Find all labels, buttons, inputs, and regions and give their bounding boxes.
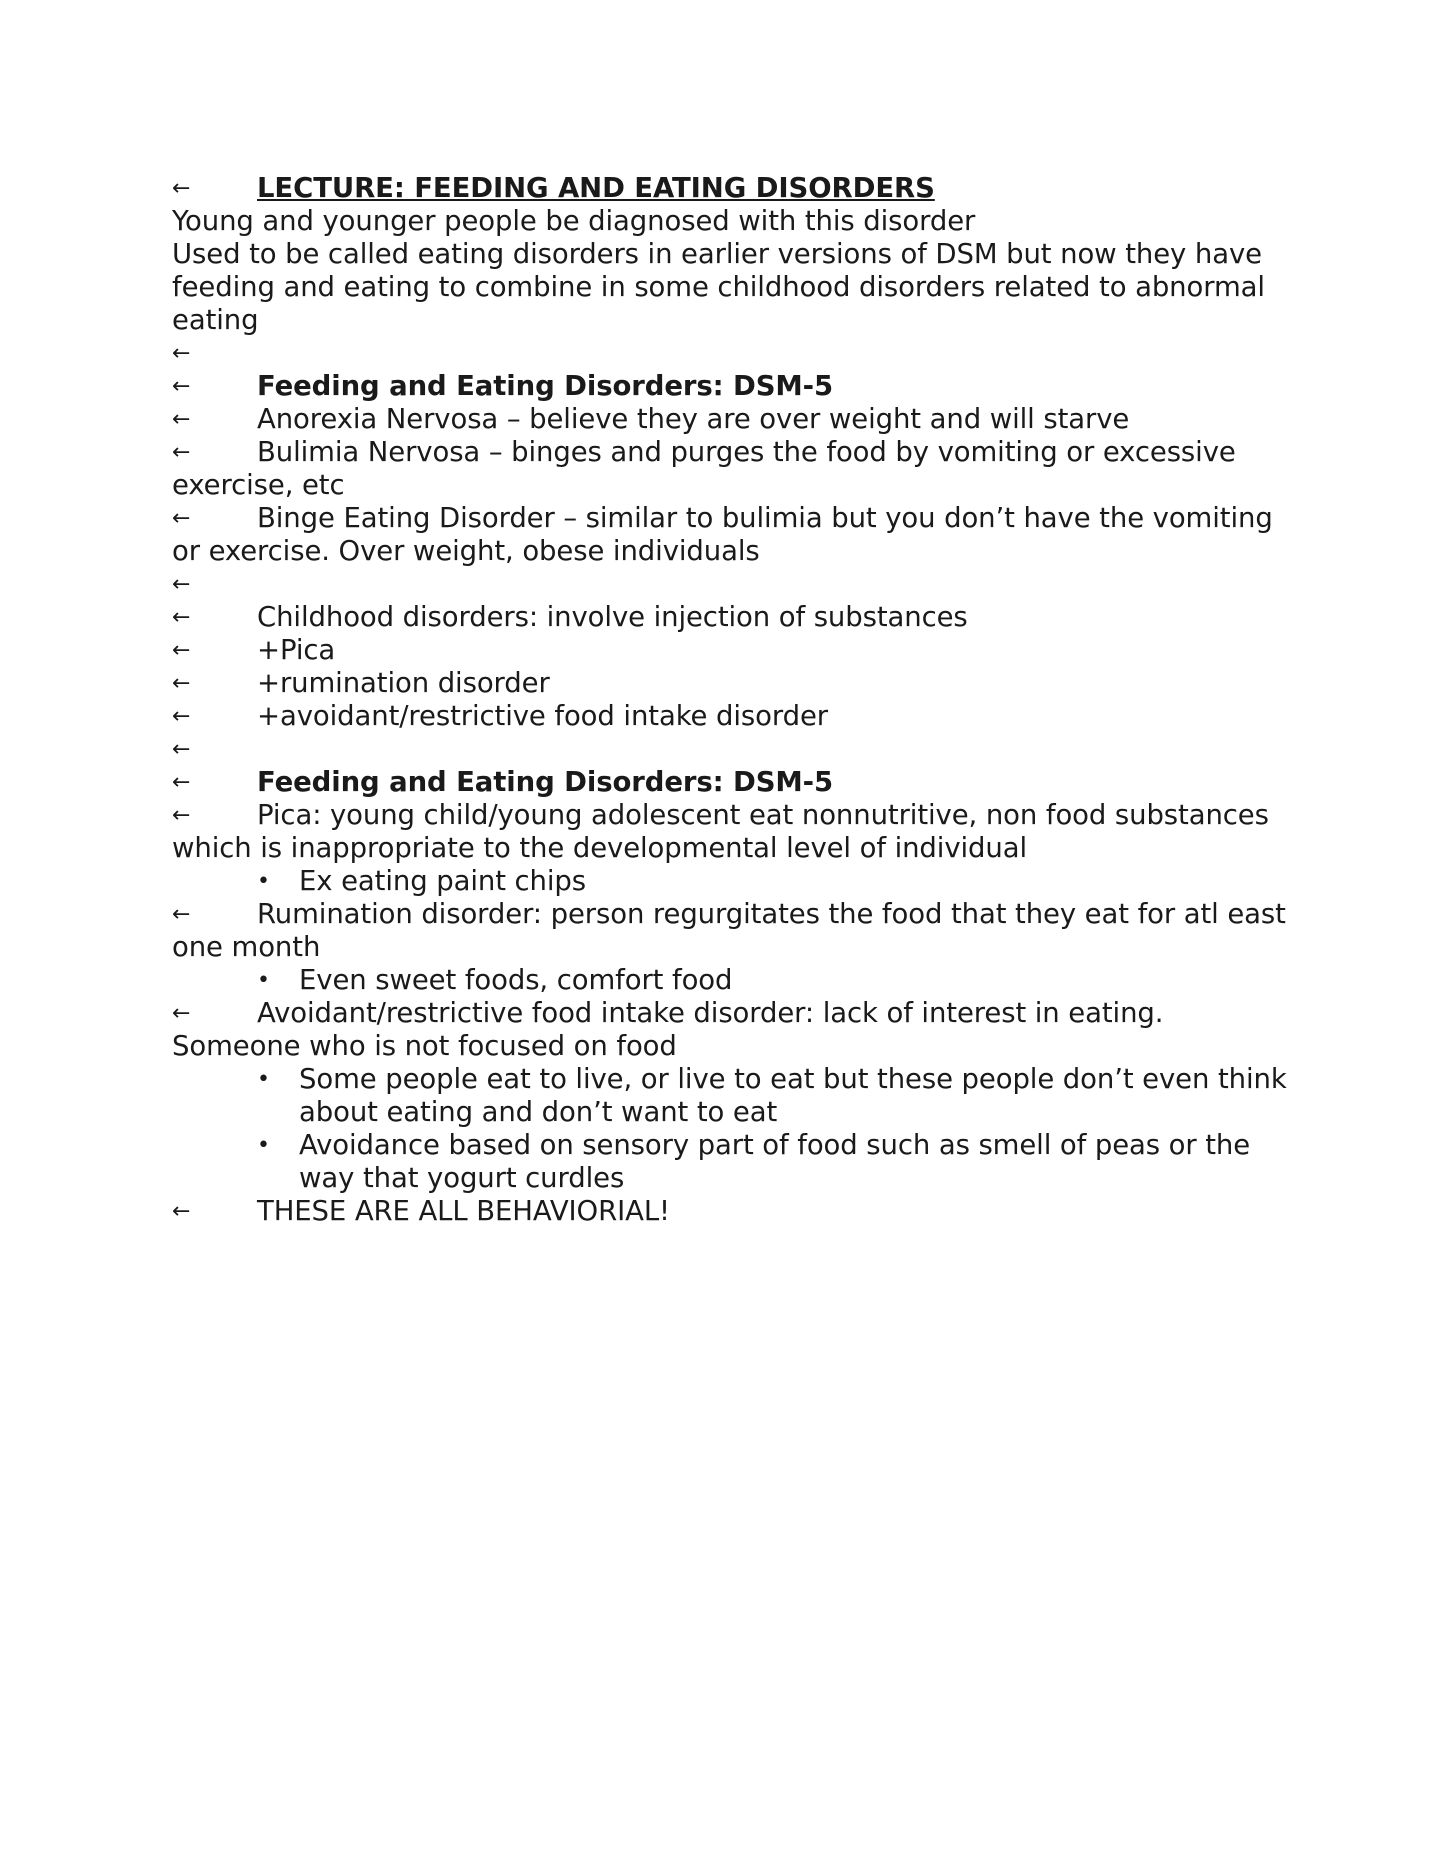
arrow-icon: ← xyxy=(172,770,191,795)
bullet-icon: • xyxy=(257,968,270,993)
arrow-icon: ← xyxy=(172,803,191,828)
arrow-icon: ← xyxy=(172,737,191,762)
pica-bullet-item xyxy=(172,865,1292,898)
closing-line xyxy=(172,1195,1292,1228)
anorexia-item xyxy=(172,403,1292,436)
childhood-item-text: +rumination disorder xyxy=(257,667,550,699)
childhood-item-avoidant xyxy=(172,700,1292,733)
title-line xyxy=(172,172,1292,205)
empty-line xyxy=(172,733,1292,766)
rumination-text: Rumination disorder: person regurgitates the food that they eat for atl east one month xyxy=(172,898,1286,963)
arrow-icon: ← xyxy=(172,902,191,927)
arrow-icon: ← xyxy=(172,407,191,432)
rumination-item xyxy=(172,898,1292,964)
empty-line xyxy=(172,337,1292,370)
bulimia-item xyxy=(172,436,1292,502)
avoidant-bullet-item xyxy=(172,1063,1292,1129)
avoidant-text: Avoidant/restrictive food intake disorder: lack of interest in eating. Someone who is not focused on food xyxy=(172,997,1164,1062)
bullet-icon: • xyxy=(257,869,270,894)
document-page xyxy=(172,172,1292,1228)
childhood-intro: Childhood disorders: involve injection of substances xyxy=(257,601,968,633)
pica-item xyxy=(172,799,1292,865)
avoidant-bullet-text: Some people eat to live, or live to eat but these people don’t even think about eating and don’t want to eat xyxy=(299,1063,1287,1128)
arrow-icon: ← xyxy=(172,671,191,696)
section1-heading: Feeding and Eating Disorders: DSM-5 xyxy=(257,370,834,402)
arrow-icon: ← xyxy=(172,374,191,399)
section2-heading-line xyxy=(172,766,1292,799)
arrow-icon: ← xyxy=(172,605,191,630)
arrow-icon: ← xyxy=(172,440,191,465)
arrow-icon: ← xyxy=(172,506,191,531)
rumination-bullet-text: Even sweet foods, comfort food xyxy=(299,964,733,996)
bulimia-text: Bulimia Nervosa – binges and purges the food by vomiting or excessive exercise, etc xyxy=(172,436,1236,501)
childhood-item-rumination xyxy=(172,667,1292,700)
arrow-icon: ← xyxy=(172,176,191,201)
document-title: LECTURE: FEEDING AND EATING DISORDERS xyxy=(257,172,935,204)
section2-heading: Feeding and Eating Disorders: DSM-5 xyxy=(257,766,834,798)
anorexia-text: Anorexia Nervosa – believe they are over weight and will starve xyxy=(257,403,1130,435)
arrow-icon: ← xyxy=(172,1199,191,1224)
empty-line xyxy=(172,568,1292,601)
binge-text: Binge Eating Disorder – similar to bulimia but you don’t have the vomiting or exercise. Over weight, obese individuals xyxy=(172,502,1273,567)
avoidant-item xyxy=(172,997,1292,1063)
childhood-item-pica xyxy=(172,634,1292,667)
childhood-item-text: +avoidant/restrictive food intake disorder xyxy=(257,700,828,732)
arrow-icon: ← xyxy=(172,638,191,663)
rumination-bullet-item xyxy=(172,964,1292,997)
arrow-icon: ← xyxy=(172,341,191,366)
childhood-intro-line xyxy=(172,601,1292,634)
avoidant-bullet-item xyxy=(172,1129,1292,1195)
bullet-icon: • xyxy=(257,1067,270,1092)
arrow-icon: ← xyxy=(172,704,191,729)
section1-heading-line xyxy=(172,370,1292,403)
arrow-icon: ← xyxy=(172,1001,191,1026)
pica-bullet-text: Ex eating paint chips xyxy=(299,865,586,897)
pica-text: Pica: young child/young adolescent eat nonnutritive, non food substances which is inappropriate to the developmental level of individual xyxy=(172,799,1269,864)
arrow-icon: ← xyxy=(172,572,191,597)
childhood-item-text: +Pica xyxy=(257,634,336,666)
bullet-icon: • xyxy=(257,1133,270,1158)
intro-line-2: Used to be called eating disorders in earlier versions of DSM but now they have feeding and eating to combine in some childhood disorders related to abnormal eating xyxy=(172,238,1265,336)
intro-line-1: Young and younger people be diagnosed with this disorder xyxy=(172,205,976,237)
avoidant-bullet-text: Avoidance based on sensory part of food such as smell of peas or the way that yogurt curdles xyxy=(299,1129,1251,1194)
binge-item xyxy=(172,502,1292,568)
closing-text: THESE ARE ALL BEHAVIORIAL! xyxy=(257,1195,670,1227)
